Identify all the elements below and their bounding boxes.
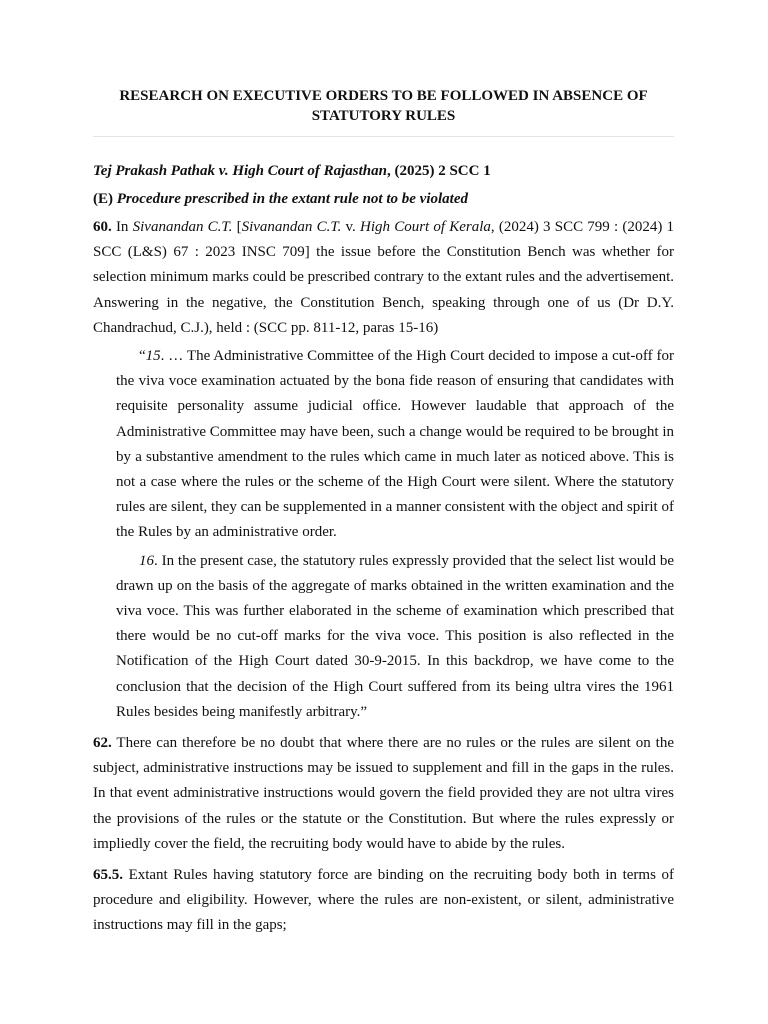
- case-reference-italic: Sivanandan C.T.: [132, 219, 233, 235]
- title-divider: [93, 136, 674, 137]
- section-heading: [93, 189, 674, 209]
- quoted-paragraph-number: 16: [139, 552, 154, 569]
- quoted-text: . … The Administrative Committee of the High Court decided to impose a cut-off for the viva voce examination actuated by the bona fide reason of ensuring that candidates with requisite personality assume judicial office. However laudable that approach of the Administrative Committee may have been, such a change would be required to be brought in by a substantive amendment to the rules which came in much later as noticed above. This is not a case where the rules or the scheme of the High Court were silent. Where the statutory rules are silent, they can be supplemented in a manner consistent with the object and spirit of the Rules by an administrative order.: [116, 348, 674, 541]
- quoted-paragraph-16: [116, 549, 674, 725]
- paragraph-number: 62.: [93, 735, 112, 752]
- quoted-paragraph-number: 15: [145, 348, 161, 365]
- case-reference-italic: Sivanandan C.T.: [241, 219, 342, 235]
- paragraph-number: 60.: [93, 219, 112, 235]
- paragraph-text: Extant Rules having statutory force are binding on the recruiting body both in terms of procedure and eligibility. However, where the rules are non-existent, or silent, administrative instructions may fill in the gaps;: [93, 867, 674, 934]
- paragraph-text: In: [111, 219, 133, 235]
- quoted-paragraph-15: [116, 344, 674, 546]
- case-reference: , (2025) 2 SCC 1: [386, 163, 491, 179]
- page-title: RESEARCH ON EXECUTIVE ORDERS TO BE FOLLOWED IN ABSENCE OF STATUTORY RULES: [119, 88, 648, 124]
- quote-mark: “: [139, 348, 146, 365]
- section-title: Procedure prescribed in the extant rule not to be violated: [116, 191, 468, 207]
- paragraph-text: v.: [341, 219, 360, 235]
- paragraph-text: [: [232, 219, 242, 235]
- case-name: Tej Prakash Pathak v. High Court of Rajasthan: [93, 163, 387, 179]
- document-body: [93, 86, 674, 939]
- case-reference-italic: High Court of Kerala: [360, 219, 491, 235]
- quoted-text: . In the present case, the statutory rules expressly provided that the select list would be drawn up on the basis of the aggregate of marks obtained in the written examination and the viva voce. This was further elaborated in the scheme of examination which prescribed that there would be no cut-off marks for the viva voce. This position is also reflected in the Notification of the High Court dated 30-9-2015. In this backdrop, we have come to the conclusion that the decision of the High Court suffered from its being ultra vires the 1961 Rules besides being manifestly arbitrary.”: [116, 552, 674, 720]
- paragraph-number: 65.5.: [93, 867, 123, 884]
- case-citation: [93, 161, 674, 181]
- paragraph-text: There can therefore be no doubt that where there are no rules or the rules are silent on the subject, administrative instructions may be issued to supplement and fill in the gaps in the rules. In that event administrative instructions would govern the field provided they are not ultra vires the provisions of the rules or the statute or the Constitution. But where the rules expressly or impliedly cover the field, the recruiting body would have to abide by the rules.: [93, 735, 674, 852]
- paragraph-62: [93, 731, 674, 857]
- paragraph-60: [93, 215, 674, 341]
- section-label: (E): [93, 191, 117, 207]
- paragraph-65-5: [93, 863, 674, 939]
- paragraph-text: , (2024) 3 SCC 799 : (2024) 1 SCC (L&S) 67 : 2023 INSC 709] the issue before the Constitution Bench was whether for selection minimum marks could be prescribed contrary to the extant rules and the advertisement. Answering in the negative, the Constitution Bench, speaking through one of us (Dr D.Y. Chandrachud, C.J.), held : (SCC pp. 811-12, paras 15-16): [93, 219, 675, 336]
